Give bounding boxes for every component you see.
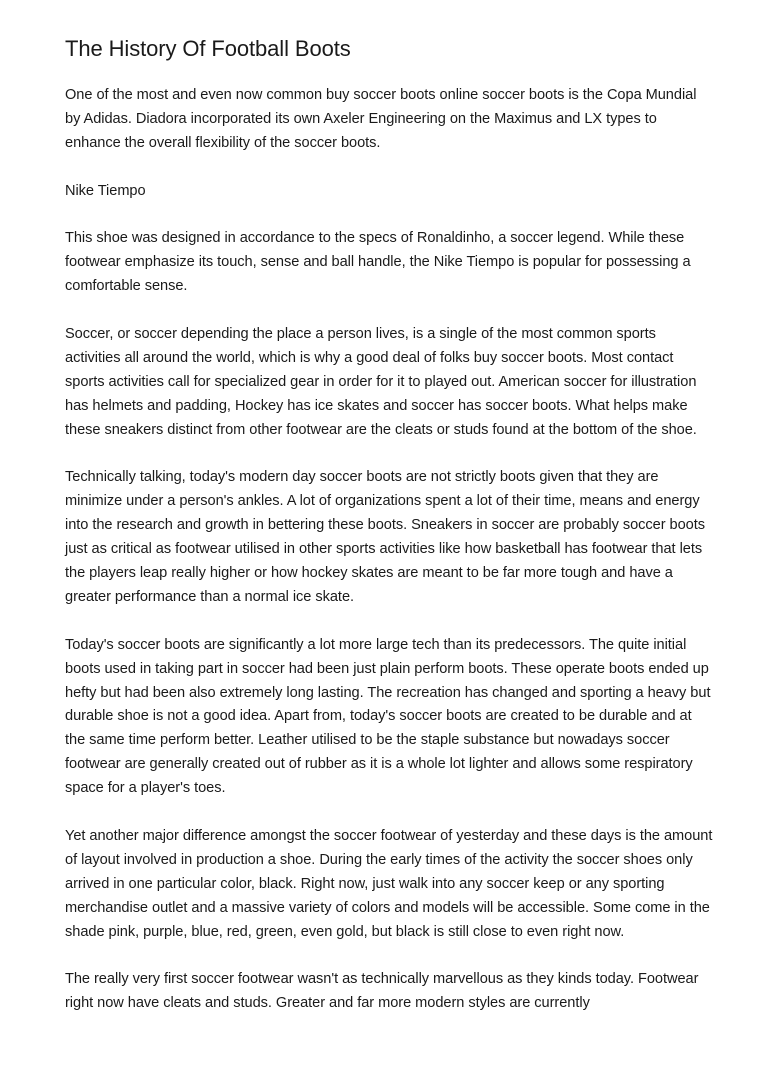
paragraph-intro: One of the most and even now common buy soccer boots online soccer boots is the Copa Mundial by Adidas. Diadora incorporated its own Axeler Engineering on the Maximus and LX types to enhance the overall flexibility of the soccer boots.: [65, 87, 697, 151]
document-page: [65, 34, 715, 1040]
paragraph-tiempo: This shoe was designed in accordance to the specs of Ronaldinho, a soccer legend. While these footwear emphasize its touch, sense and ball handle, the Nike Tiempo is popular for possessing a comfortable sense.: [65, 230, 691, 295]
paragraph-subheading: Nike Tiempo: [65, 182, 146, 199]
paragraph-design-difference: Yet another major difference amongst the soccer footwear of yesterday and these days is the amount of layout involved in production a shoe. During the early times of the activity the soccer shoes only arrived in one particular color, black. Right now, just walk into any soccer keep or any sporting merchandise outlet and a massive variety of colors and models will be accessible. Some come in the shade pink, purple, blue, red, green, even gold, but black is still close to even right now.: [65, 828, 713, 940]
paragraph-modern-boots: Today's soccer boots are significantly a lot more large tech than its predecessors. The quite initial boots used in taking part in soccer had been just plain perform boots. These operate boots ended up hefty but had been also extremely long lasting. The recreation has changed and sporting a heavy but durable shoe is not a good idea. Apart from, today's soccer boots are created to be durable and at the same time perform better. Leather utilised to be the staple substance but nowadays soccer footwear are generally created out of rubber as it is a whole lot lighter and allows some respiratory space for a player's toes.: [65, 636, 711, 797]
paragraph-technically: Technically talking, today's modern day soccer boots are not strictly boots given that they are minimize under a person's ankles. A lot of organizations spent a lot of their time, means and energy into the research and growth in bettering these boots. Sneakers in soccer are probably soccer boots just as critical as footwear utilised in other sports activities like how basketball has footwear that lets the players leap really higher or how hockey skates are meant to be far more tough and have a greater performance than a normal ice skate.: [65, 469, 705, 605]
paragraph-soccer-popularity: Soccer, or soccer depending the place a person lives, is a single of the most common sports activities all around the world, which is why a good deal of folks buy soccer boots. Most contact sports activities call for specialized gear in order for it to played out. American soccer for illustration has helmets and padding, Hockey has ice skates and soccer has soccer boots. What helps make these sneakers distinct from other footwear are the cleats or studs found at the bottom of the shoe.: [65, 326, 697, 438]
paragraph-first-footwear: The really very first soccer footwear wasn't as technically marvellous as they kinds today. Footwear right now have cleats and studs. Greater and far more modern styles are currently: [65, 971, 699, 1012]
document-title: The History Of Football Boots: [65, 36, 351, 61]
